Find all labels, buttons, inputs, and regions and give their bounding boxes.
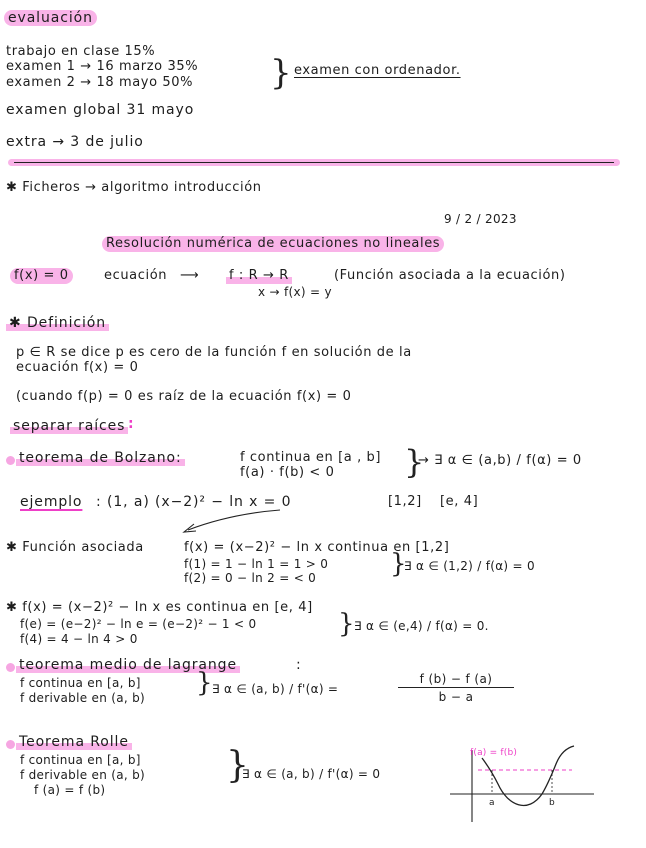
lagrange-cond1: f continua en [a, b] xyxy=(20,676,141,690)
rolle-result: ∃ α ∈ (a, b) / f'(α) = 0 xyxy=(242,767,381,781)
bullet-dot xyxy=(6,663,15,672)
brace-rolle: } xyxy=(226,745,249,786)
lagrange-result: ∃ α ∈ (a, b) / f'(α) = xyxy=(212,682,339,696)
brace-examen: } xyxy=(270,53,292,93)
ejemplo-title: ejemplo xyxy=(20,494,83,510)
fx-equals-zero: f(x) = 0 xyxy=(10,268,73,284)
graph-label: f(a) = f(b) xyxy=(470,748,518,758)
date: 9 / 2 / 2023 xyxy=(444,212,517,226)
segundo-result: ∃ α ∈ (e,4) / f(α) = 0. xyxy=(354,619,489,633)
bolzano-cond2: f(a) · f(b) < 0 xyxy=(240,465,335,480)
graph-b-label: b xyxy=(549,798,556,808)
separar-title: separar raíces xyxy=(10,418,128,434)
rolle-cond2: f derivable en (a, b) xyxy=(20,768,145,782)
definicion-line1: p ∈ R se dice p es cero de la función f en solución de la xyxy=(16,345,412,360)
segundo-line3: f(4) = 4 − ln 4 > 0 xyxy=(20,632,138,646)
funcion-result: ∃ α ∈ (1,2) / f(α) = 0 xyxy=(404,559,535,573)
map-definition: f : R → R xyxy=(226,268,292,284)
ejemplo-pointer-arrow xyxy=(170,506,290,536)
extra-line: extra → 3 de julio xyxy=(6,134,144,150)
brace-lagrange: } xyxy=(196,668,213,698)
brace-funcion: } xyxy=(390,549,407,579)
lagrange-numerator: f (b) − f (a) xyxy=(398,672,514,688)
lagrange-cond2: f derivable en (a, b) xyxy=(20,691,145,705)
lagrange-colon: : xyxy=(296,657,302,673)
examen-note: examen con ordenador. xyxy=(294,63,461,78)
funcion-line3: f(2) = 0 − ln 2 = < 0 xyxy=(184,571,317,585)
examen2-line: examen 2 → 18 mayo 50% xyxy=(6,75,194,90)
segundo-line1: ✱ f(x) = (x−2)² − ln x es continua en [e, 4] xyxy=(6,600,313,615)
examen1-line: examen 1 → 16 marzo 35% xyxy=(6,59,199,74)
main-title: Resolución numérica de ecuaciones no lineales xyxy=(102,236,444,252)
map-element: x → f(x) = y xyxy=(258,285,332,299)
global-line: examen global 31 mayo xyxy=(6,102,195,118)
ejemplo-interval1: [1,2] xyxy=(388,494,422,509)
segundo-line2: f(e) = (e−2)² − ln e = (e−2)² − 1 < 0 xyxy=(20,617,257,631)
funcion-line1: f(x) = (x−2)² − ln x continua en [1,2] xyxy=(184,540,450,555)
bolzano-result: → ∃ α ∈ (a,b) / f(α) = 0 xyxy=(418,453,582,468)
trabajo-line: trabajo en clase 15% xyxy=(6,44,156,59)
lagrange-fraction xyxy=(398,672,514,704)
funcion-label: ✱ Función asociada xyxy=(6,540,144,555)
rolle-title: Teorema Rolle xyxy=(16,734,132,750)
brace-bolzano: } xyxy=(404,443,425,481)
brace-segundo: } xyxy=(338,609,355,639)
funcion-line2: f(1) = 1 − ln 1 = 1 > 0 xyxy=(184,557,329,571)
graph-a-label: a xyxy=(489,798,496,808)
rolle-cond1: f continua en [a, b] xyxy=(20,753,141,767)
rolle-cond3: f (a) = f (b) xyxy=(34,783,106,797)
definicion-line3: (cuando f(p) = 0 es raíz de la ecuación f(x) = 0 xyxy=(16,389,352,404)
definicion-line2: ecuación f(x) = 0 xyxy=(16,360,139,375)
bullet-dot xyxy=(6,740,15,749)
section-divider xyxy=(8,159,620,166)
bolzano-cond1: f continua en [a , b] xyxy=(240,450,382,465)
bolzano-title: teorema de Bolzano: xyxy=(16,450,185,466)
definicion-title: ✱ Definición xyxy=(6,315,109,331)
asociada-note: (Función asociada a la ecuación) xyxy=(334,268,566,283)
arrow-icon: ⟶ xyxy=(180,268,200,283)
ejemplo-rest: : (1, a) (x−2)² − ln x = 0 xyxy=(96,494,292,510)
ecuacion-label: ecuación xyxy=(104,268,168,283)
ejemplo-interval2: [e, 4] xyxy=(440,494,479,509)
bullet-dot xyxy=(6,456,15,465)
separar-colon: : xyxy=(128,416,135,432)
ficheros-line: ✱ Ficheros → algoritmo introducción xyxy=(6,180,262,195)
section-title-evaluacion: evaluación xyxy=(4,10,97,26)
lagrange-title: teorema medio de lagrange xyxy=(16,657,240,673)
lagrange-denominator: b − a xyxy=(438,690,474,704)
